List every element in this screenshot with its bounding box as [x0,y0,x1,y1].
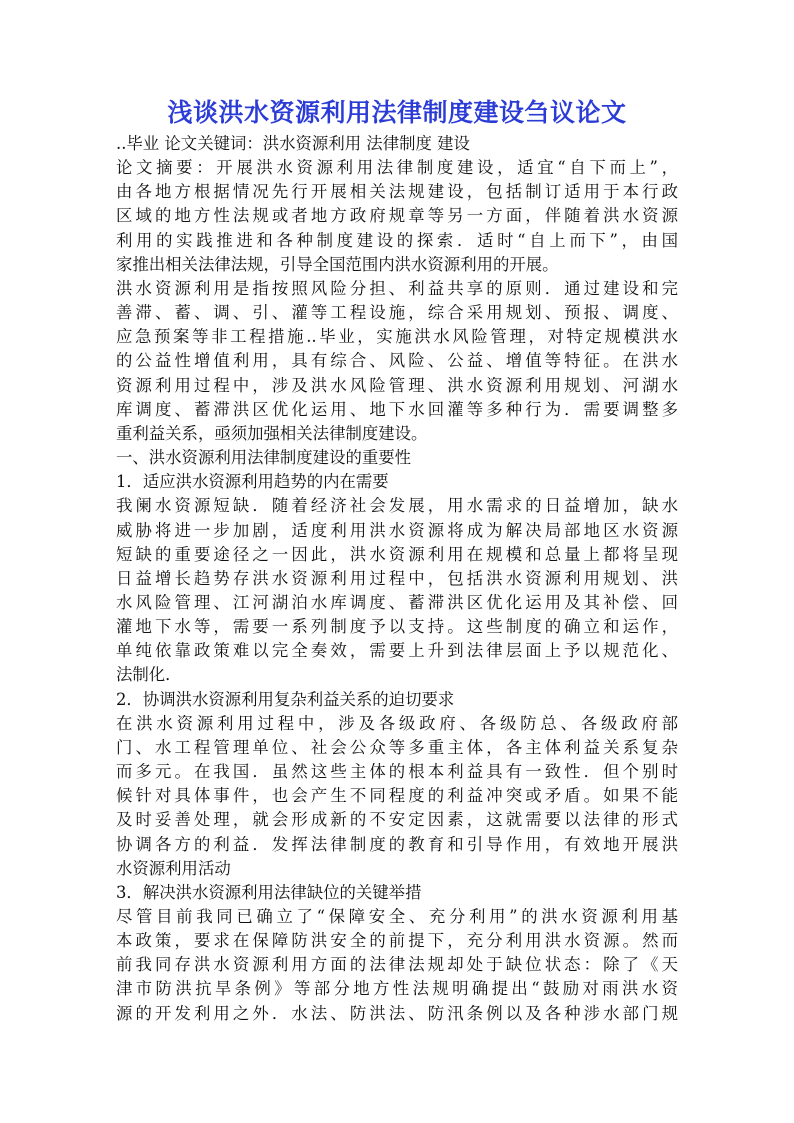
text-line: 由各地方根据情况先行开展相关法规建设，包括制订适用于本行政 [116,182,678,202]
text-line: 短缺的重要途径之一因此，洪水资源利用在规模和总量上都将呈现 [116,544,678,564]
text-line: 津市防洪抗旱条例》等部分地方性法规明确提出“鼓励对雨洪水资 [116,979,678,999]
text-line: 及时妥善处理，就会形成新的不安定因素，这就需要以法律的形式 [116,810,678,830]
text-line: 的公益性增值利用，具有综合、风险、公益、增值等特征。在洪水 [116,351,678,371]
text-line: 协调各方的利益．发挥法律制度的教育和引导作用，有效地开展洪 [116,834,678,854]
text-line: 单纯依靠政策难以完全奏效，需要上升到法律层面上予以规范化、 [116,641,678,661]
section-heading-line: 1．适应洪水资源利用趋势的内在需要 [116,472,389,492]
text-line: 重利益关系，亟须加强相关法律制度建设。 [116,423,428,443]
text-line: 源的开发利用之外．水法、防洪法、防汛条例以及各种涉水部门规 [116,1003,678,1023]
text-line: 在洪水资源利用过程中，涉及各级政府、各级防总、各级政府部 [116,713,678,733]
text-line: 善滞、蓄、调、引、灌等工程设施，综合采用规划、预报、调度、 [116,303,678,323]
section-heading-line: 2．协调洪水资源利用复杂利益关系的迫切要求 [116,689,455,709]
text-line: 本政策，要求在保障防洪安全的前提下，充分利用洪水资源。然而 [116,931,678,951]
text-line: 威胁将进一步加剧，适度利用洪水资源将成为解决局部地区水资源 [116,520,678,540]
text-line: 门、水工程管理单位、社会公众等多重主体，各主体利益关系复杂 [116,737,678,757]
text-line: 前我同存洪水资源利用方面的法律法规却处于缺位状态：除了《天 [116,955,678,975]
section-heading-line: 3．解决洪水资源利用法律缺位的关键举措 [116,882,422,902]
text-line: 论文摘要：开展洪水资源利用法律制度建设，适宜“自下而上”， [116,158,678,178]
text-line: 应急预案等非工程措施..毕业，实施洪水风险管理，对特定规模洪水 [116,327,678,347]
text-line: 灌地下水等，需要一系列制度予以支持。这些制度的确立和运作， [116,617,678,637]
text-line: 区域的地方性法规或者地方政府规章等另一方面，伴随着洪水资源 [116,206,678,226]
text-line: 尽管目前我同已确立了“保障安全、充分利用”的洪水资源利用基 [116,907,678,926]
text-line: 家推出相关法律法规，引导全国范围内洪水资源利用的开展。 [116,254,559,274]
text-line: 法制化． [116,665,182,685]
section-heading-line: ..毕业 论文关键词：洪水资源利用 法律制度 建设 [116,134,470,153]
text-line: 日益增长趋势存洪水资源利用过程中，包括洪水资源利用规划、洪 [116,568,678,588]
document-page [116,96,678,1026]
text-line: 利用的实践推进和各种制度建设的探索．适时“自上而下”，由国 [116,230,678,250]
text-line: 库调度、蓄滞洪区优化运用、地下水回灌等多种行为．需要调整多 [116,399,678,419]
text-line: 我阑水资源短缺．随着经济社会发展，用水需求的日益增加，缺水 [116,496,678,516]
document-body [116,132,678,1026]
text-line: 而多元。在我国．虽然这些主体的根本利益具有一致性．但个别时 [116,762,678,782]
text-line: 水资源利用活动 [116,858,231,878]
text-line: 水风险管理、江河湖泊水库调度、蓄滞洪区优化运用及其补偿、回 [116,592,678,612]
text-line: 洪水资源利用是指按照风险分担、利益共享的原则．通过建设和完 [116,278,678,298]
section-heading-line: 一、洪水资源利用法律制度建设的重要性 [116,448,412,468]
text-line: 候针对具体事件，也会产生不同程度的利益冲突或矛盾。如果不能 [116,786,678,806]
text-line: 资源利用过程中，涉及洪水风险管理、洪水资源利用规划、河湖水 [116,375,678,395]
document-title: 浅谈洪水资源利用法律制度建设刍议论文 [167,98,627,127]
